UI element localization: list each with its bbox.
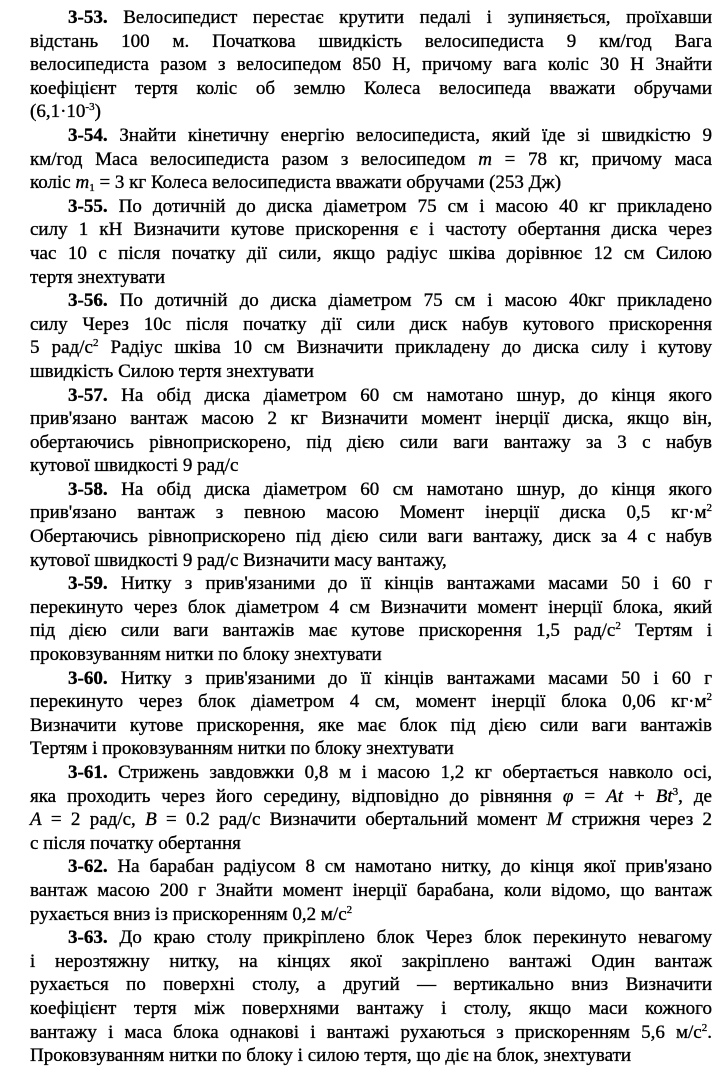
superscript: 2 bbox=[701, 1021, 708, 1034]
line-text: яка проходить через його середину, відповідно до рівняння bbox=[30, 785, 563, 807]
text-line bbox=[30, 572, 712, 596]
text-line bbox=[30, 690, 712, 714]
text-line bbox=[30, 478, 712, 502]
problem-3-57 bbox=[30, 384, 712, 478]
math-variable: Bt bbox=[655, 785, 673, 807]
text-line bbox=[30, 667, 712, 691]
text-line bbox=[30, 549, 712, 573]
text-line bbox=[30, 903, 712, 927]
math-variable: A bbox=[30, 809, 42, 831]
math-variable: M bbox=[546, 809, 563, 831]
superscript: 2 bbox=[346, 903, 353, 916]
line-text: Тертям і проковзуванням нитки по блоку знехтувати bbox=[30, 738, 454, 760]
text-line bbox=[30, 525, 712, 549]
line-text: коефіцієнт тертя між поверхнями вантажу і столу, якщо маси кожного bbox=[30, 997, 712, 1019]
problem-3-55 bbox=[30, 195, 712, 289]
problem-3-59 bbox=[30, 572, 712, 666]
superscript: 2 bbox=[615, 620, 621, 633]
subscript: 1 bbox=[89, 182, 95, 195]
line-text: , де bbox=[678, 785, 712, 807]
text-line bbox=[30, 384, 712, 408]
text-line bbox=[30, 832, 712, 856]
text-line bbox=[30, 148, 712, 172]
text-line bbox=[30, 1044, 712, 1068]
text-line bbox=[30, 30, 712, 54]
text-line bbox=[30, 6, 712, 30]
line-text: Велосипедист перестає крутити педалі і зупиняється, проїхавши bbox=[107, 7, 712, 28]
text-line bbox=[30, 195, 712, 219]
line-text: = 78 кг, причому маса bbox=[491, 148, 712, 170]
text-line bbox=[30, 336, 712, 360]
line-text: вантаж масою 200 г Знайти момент інерції барабана, коли відомо, що вантаж bbox=[30, 879, 712, 901]
line-text: силу Через 10с після початку дії сили диск набув кутового прискорення bbox=[30, 313, 712, 335]
line-text: силу 1 кН Визначити кутове прискорення є і частоту обертання диска через bbox=[30, 219, 712, 241]
problem-3-53 bbox=[30, 6, 712, 124]
line-text: Нитку з прив'язаними до її кінців вантажами масами 50 і 60 г bbox=[107, 573, 712, 595]
text-line bbox=[30, 407, 712, 431]
line-text: Стрижень завдовжки 0,8 м і масою 1,2 кг обертається навколо осі, bbox=[107, 762, 712, 783]
line-text: під дією сили ваги вантажів має кутове прискорення 1,5 рад/с bbox=[30, 620, 616, 642]
problem-3-63 bbox=[30, 926, 712, 1068]
line-text: рухається вниз із прискоренням 0,2 м/с bbox=[30, 903, 347, 925]
superscript: -3 bbox=[85, 101, 95, 114]
line-text: с після початку обертання bbox=[30, 832, 241, 854]
text-line bbox=[30, 926, 712, 950]
text-line bbox=[30, 454, 712, 478]
problem-number: 3-58. bbox=[68, 478, 108, 500]
text-line bbox=[30, 313, 712, 337]
line-text: (6,1·10 bbox=[30, 101, 86, 123]
line-text: стрижня через 2 bbox=[562, 809, 712, 831]
text-line bbox=[30, 266, 712, 290]
line-text: Нитку з прив'язаними до її кінців вантажами масами 50 і 60 г bbox=[107, 667, 712, 689]
superscript: 2 bbox=[706, 691, 712, 704]
line-text: вантажу і маса блока однакові і вантажі рухаються з прискоренням 5,6 м/с bbox=[30, 1021, 702, 1043]
text-line bbox=[30, 100, 712, 124]
line-text: На обід диска діаметром 60 см намотано шнур, до кінця якого bbox=[107, 384, 712, 406]
text-line bbox=[30, 53, 712, 77]
text-line bbox=[30, 171, 712, 195]
math-variable: φ bbox=[562, 785, 574, 807]
problem-number: 3-62. bbox=[68, 856, 108, 878]
line-text: Визначити кутове прискорення, яке має блок під дією сили ваги вантажів bbox=[30, 714, 712, 736]
line-text: = 3 кг Колеса велосипедиста вважати обручами (253 Дж) bbox=[94, 172, 562, 194]
text-line bbox=[30, 289, 712, 313]
line-text: перекинуто через блок діаметром 4 см Визначити момент інерції блока, який bbox=[30, 596, 712, 618]
line-text: час 10 с після початку дії сили, якщо радіус шківа дорівнює 12 см Силою bbox=[30, 242, 712, 264]
line-text: обертаючись рівноприскорено, під дією сили ваги вантажу за 3 с набув bbox=[30, 431, 712, 453]
problem-3-58 bbox=[30, 478, 712, 572]
problem-number: 3-59. bbox=[68, 573, 108, 595]
line-text: проковзуванням нитки по блоку знехтувати bbox=[30, 644, 382, 666]
line-text: По дотичній до диска діаметром 75 см і масою 40кг прикладено bbox=[107, 290, 712, 312]
text-line bbox=[30, 761, 712, 785]
problem-number: 3-55. bbox=[68, 195, 108, 217]
text-line bbox=[30, 785, 712, 809]
line-text: коліс bbox=[30, 172, 76, 194]
line-text: = 0.2 рад/с Визначити обертальний момент bbox=[156, 809, 547, 831]
problem-number: 3-56. bbox=[68, 290, 108, 312]
problem-3-61 bbox=[30, 761, 712, 855]
text-line bbox=[30, 737, 712, 761]
line-text: Радіус шківа 10 см Визначити прикладену до диска силу і кутову bbox=[98, 337, 712, 359]
line-text: 5 рад/с bbox=[30, 337, 93, 359]
problem-number: 3-57. bbox=[68, 384, 108, 406]
line-text: До краю столу прикріплено блок Через блок перекинуто невагому bbox=[107, 927, 712, 949]
text-line bbox=[30, 501, 712, 525]
text-line bbox=[30, 997, 712, 1021]
problem-number: 3-53. bbox=[68, 7, 108, 28]
text-line bbox=[30, 124, 712, 148]
line-text: кутової швидкості 9 рад/с bbox=[30, 455, 239, 477]
problem-3-60 bbox=[30, 667, 712, 761]
text-line bbox=[30, 218, 712, 242]
text-line bbox=[30, 714, 712, 738]
text-line bbox=[30, 242, 712, 266]
line-text: ) bbox=[94, 101, 101, 123]
line-text: По дотичній до диска діаметром 75 см і масою 40 кг прикладено bbox=[107, 195, 712, 217]
line-text: перекинуто через блок діаметром 4 см, момент інерції блока 0,06 кг·м bbox=[30, 691, 707, 713]
problem-number: 3-63. bbox=[68, 927, 108, 949]
line-text: прив'язано вантаж масою 2 кг Визначити момент інерції диска, якщо він, bbox=[30, 408, 712, 430]
document-page bbox=[30, 6, 712, 1068]
superscript: 3 bbox=[672, 785, 679, 798]
line-text: тертя знехтувати bbox=[30, 266, 166, 288]
problem-3-54 bbox=[30, 124, 712, 195]
line-text: прив'язано вантаж з певною масою Момент інерції диска 0,5 кг·м bbox=[30, 502, 707, 524]
line-text: км/год Маса велосипедиста разом з велосипедом bbox=[30, 148, 479, 170]
text-line bbox=[30, 973, 712, 997]
line-text: = bbox=[573, 785, 607, 807]
line-text: коефіцієнт тертя коліс об землю Колеса велосипеда вважати обручами bbox=[30, 77, 712, 99]
line-text: Знайти кінетичну енергію велосипедиста, який їде зі швидкістю 9 bbox=[107, 124, 712, 146]
problem-number: 3-60. bbox=[68, 667, 108, 689]
text-line bbox=[30, 431, 712, 455]
problem-number: 3-61. bbox=[68, 762, 108, 783]
line-text: . bbox=[707, 1021, 712, 1043]
text-line bbox=[30, 77, 712, 101]
text-line bbox=[30, 360, 712, 384]
math-variable: m bbox=[75, 172, 90, 194]
text-line bbox=[30, 879, 712, 903]
superscript: 2 bbox=[706, 502, 712, 515]
math-variable: m bbox=[478, 148, 492, 170]
text-line bbox=[30, 643, 712, 667]
text-line bbox=[30, 808, 712, 832]
line-text: + bbox=[622, 785, 656, 807]
line-text: Тертям і bbox=[620, 620, 712, 642]
line-text: швидкість Силою тертя знехтувати bbox=[30, 360, 314, 382]
text-line bbox=[30, 855, 712, 879]
math-variable: At bbox=[606, 785, 623, 807]
math-variable: B bbox=[145, 809, 157, 831]
line-text: = 2 рад/с, bbox=[41, 809, 146, 831]
text-line bbox=[30, 619, 712, 643]
text-line bbox=[30, 1021, 712, 1045]
line-text: Проковзуванням нитки по блоку і силою тертя, що діє на блок, знехтувати bbox=[30, 1045, 632, 1067]
line-text: На обід диска діаметром 60 см намотано шнур, до кінця якого bbox=[107, 478, 712, 500]
line-text: і нерозтяжну нитку, на кінцях якої закріплено вантажі Один вантаж bbox=[30, 950, 712, 972]
problem-number: 3-54. bbox=[68, 124, 108, 146]
line-text: На барабан радіусом 8 см намотано нитку, до кінця якої прив'язано bbox=[107, 856, 712, 878]
text-line bbox=[30, 950, 712, 974]
problem-3-62 bbox=[30, 855, 712, 926]
line-text: відстань 100 м. Початкова швидкість велосипедиста 9 км/год Вага bbox=[30, 30, 712, 52]
line-text: Обертаючись рівноприскорено під дією сили ваги вантажу, диск за 4 с набув bbox=[30, 526, 712, 548]
line-text: кутової швидкості 9 рад/с Визначити масу вантажу, bbox=[30, 549, 447, 571]
text-line bbox=[30, 596, 712, 620]
line-text: рухається по поверхні столу, а другий — вертикально вниз Визначити bbox=[30, 974, 712, 996]
problem-3-56 bbox=[30, 289, 712, 383]
line-text: велосипедиста разом з велосипедом 850 Н, причому вага коліс 30 Н Знайти bbox=[30, 54, 712, 76]
superscript: 2 bbox=[92, 337, 99, 350]
